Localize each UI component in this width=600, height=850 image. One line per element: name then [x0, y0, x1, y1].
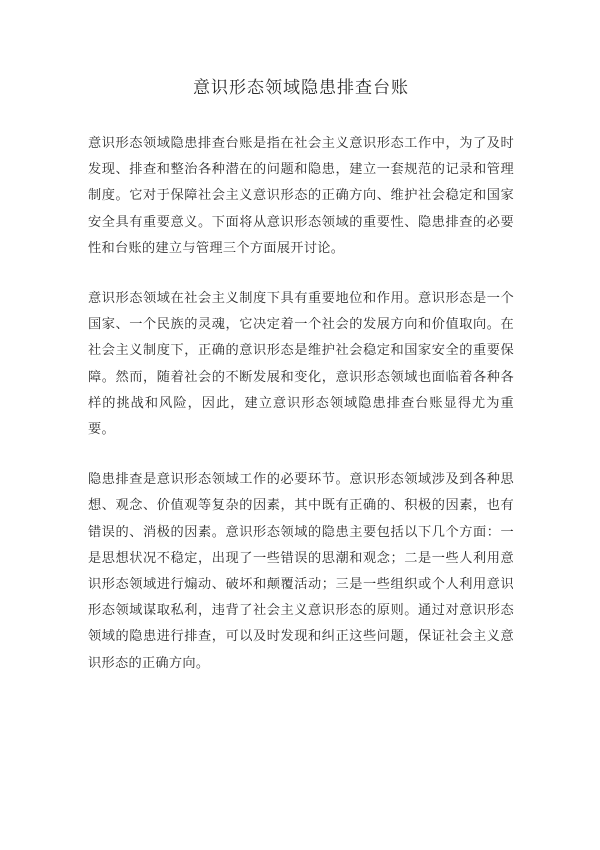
document-title: 意识形态领域隐患排查台账	[193, 78, 409, 98]
paragraph-inspection: 隐患排查是意识形态领域工作的必要环节。意识形态领域涉及到各种思想、观念、价值观等复杂的因素，其中既有正确的、积极的因素，也有错误的、消极的因素。意识形态领域的隐患主要包括以下几个方面：一是思想状况不稳定，出现了一些错误的思潮和观念；二是一些人利用意识形态领域进行煽动、破坏和颠覆活动；三是一些组织或个人利用意识形态领域谋取私利，违背了社会主义意识形态的原则。通过对意识形态领域的隐患进行排查，可以及时发现和纠正这些问题，保证社会主义意识形态的正确方向。	[88, 472, 514, 671]
paragraph-importance: 意识形态领域在社会主义制度下具有重要地位和作用。意识形态是一个国家、一个民族的灵魂，它决定着一个社会的发展方向和价值取向。在社会主义制度下，正确的意识形态是维护社会稳定和国家安全的重要保障。然而，随着社会的不断发展和变化，意识形态领域也面临着各种各样的挑战和风险，因此，建立意识形态领域隐患排查台账显得尤为重要。	[88, 291, 514, 438]
paragraph-intro: 意识形态领域隐患排查台账是指在社会主义意识形态工作中，为了及时发现、排查和整治各种潜在的问题和隐患，建立一套规范的记录和管理制度。它对于保障社会主义意识形态的正确方向、维护社会稳定和国家安全具有重要意义。下面将从意识形态领域的重要性、隐患排查的必要性和台账的建立与管理三个方面展开讨论。	[88, 136, 514, 256]
